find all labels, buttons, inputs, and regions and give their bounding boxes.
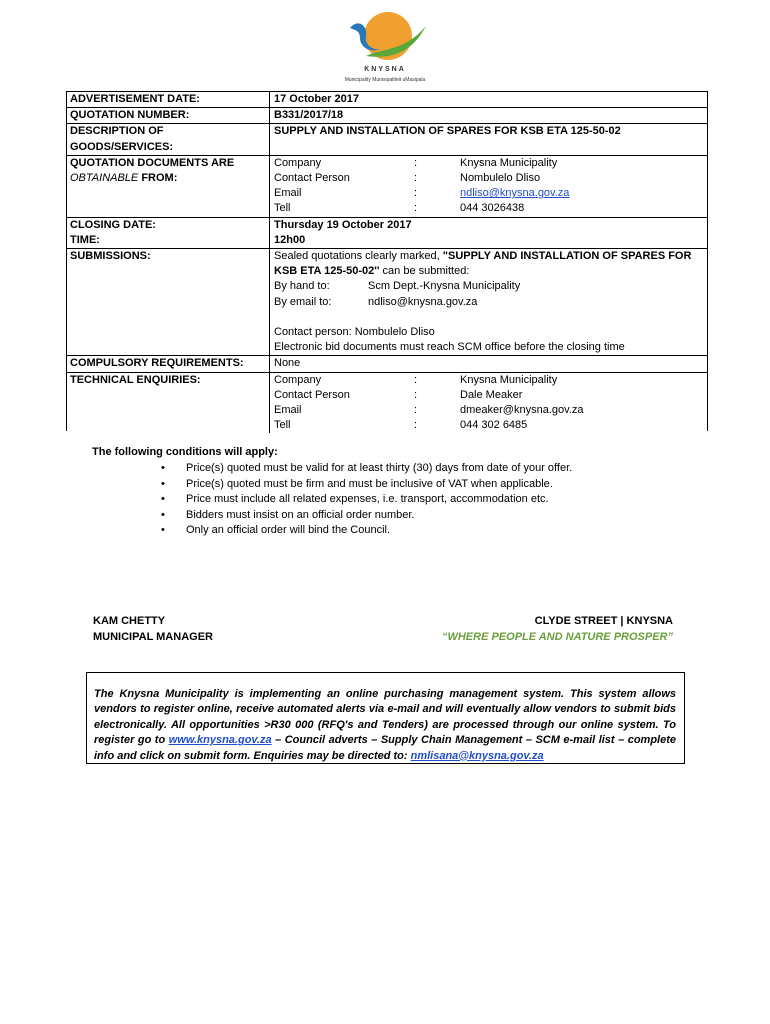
enquiries-email-link[interactable]: nmlisana@knysna.gov.za [410,749,544,762]
online-system-notice: The Knysna Municipality is implementing an online purchasing management system. This system allows vendors to register online, receive automated alerts via e-mail and will eventually allow vendors to submit bids electronically. All opportunities >R30 000 (RFQ's and Tenders) are processed through our online system. To register go to www.knysna.gov.za – Council adverts – Supply Chain Management – SCM e-mail list – complete info and click on submit form. Enquiries may be directed to: nmlisana@knysna.gov.za [86,672,685,764]
row-compulsory [66,356,708,372]
quotation-number-label: QUOTATION NUMBER: [66,108,270,124]
org-name: KNYSNA [364,66,406,73]
address-block [442,614,673,645]
submissions-value: Sealed quotations clearly marked, "SUPPLY AND INSTALLATION OF SPARES FOR KSB ETA 125-50-02'' can be submitted: By hand to: Scm Dept.-Knysna Municipality By email to: ndliso@knysna.gov.za Contact person: Nombulelo Dliso Electronic bid documents must reach SCM office before the closing time [274,250,692,354]
description-label: DESCRIPTION OF GOODS/SERVICES: [66,124,270,155]
advertisement-date-label: ADVERTISEMENT DATE: [66,92,270,108]
submissions-label: SUBMISSIONS: [66,249,270,356]
row-advertisement-date [66,92,708,108]
website-link[interactable]: www.knysna.gov.za [168,734,272,747]
signatory [93,614,213,645]
row-quotation-number [66,108,708,124]
closing-label: CLOSING DATE: TIME: [66,217,270,248]
description-value: SUPPLY AND INSTALLATION OF SPARES FOR KSB ETA 125-50-02 [274,125,621,138]
advertisement-date-value: 17 October 2017 [274,93,359,105]
technical-label: TECHNICAL ENQUIRIES: [70,373,201,386]
row-submissions [66,249,708,356]
org-subtitle: Municipality Munisipaliteit uMasipala [344,77,426,83]
quotation-info-table [66,91,708,433]
conditions-list [92,461,572,539]
compulsory-value: None [274,357,301,370]
signatory-name: KAM CHETTY [93,615,166,627]
address: CLYDE STREET | KNYSNA [534,615,673,627]
knysna-emblem-icon [342,8,428,66]
documents-contact: Company : Knysna Municipality Contact Person : Nombulelo Dliso Email : ndliso@knysna.gov.za Tell : 044 3026438 [270,155,709,217]
row-technical [66,372,708,433]
documents-label: QUOTATION DOCUMENTS ARE OBTAINABLE FROM: [66,155,270,217]
list-item: • Price(s) quoted must be valid for at least thirty (30) days from date of your offer. [186,461,572,477]
conditions-section [92,446,572,539]
knysna-logo [330,8,440,84]
list-item: • Price must include all related expenses, i.e. transport, accommodation etc. [186,492,572,508]
conditions-heading: The following conditions will apply: [92,446,278,458]
documents-email-link[interactable]: ndliso@knysna.gov.za [460,187,570,200]
list-item: • Price(s) quoted must be firm and must be inclusive of VAT when applicable. [186,477,572,493]
signatory-title: MUNICIPAL MANAGER [93,630,213,643]
row-closing [66,217,708,248]
tagline: “WHERE PEOPLE AND NATURE PROSPER” [441,630,673,643]
compulsory-label: COMPULSORY REQUIREMENTS: [66,356,270,372]
technical-contact: Company : Knysna Municipality Contact Person : Dale Meaker Email : dmeaker@knysna.gov.za Tell : 044 302 6485 [270,372,709,433]
list-item: • Only an official order will bind the Council. [186,523,572,539]
row-description [66,124,708,155]
row-documents [66,155,708,217]
closing-value: Thursday 19 October 2017 12h00 [274,218,412,246]
list-item: • Bidders must insist on an official order number. [186,508,572,524]
quotation-number-value: B331/2017/18 [274,109,344,122]
